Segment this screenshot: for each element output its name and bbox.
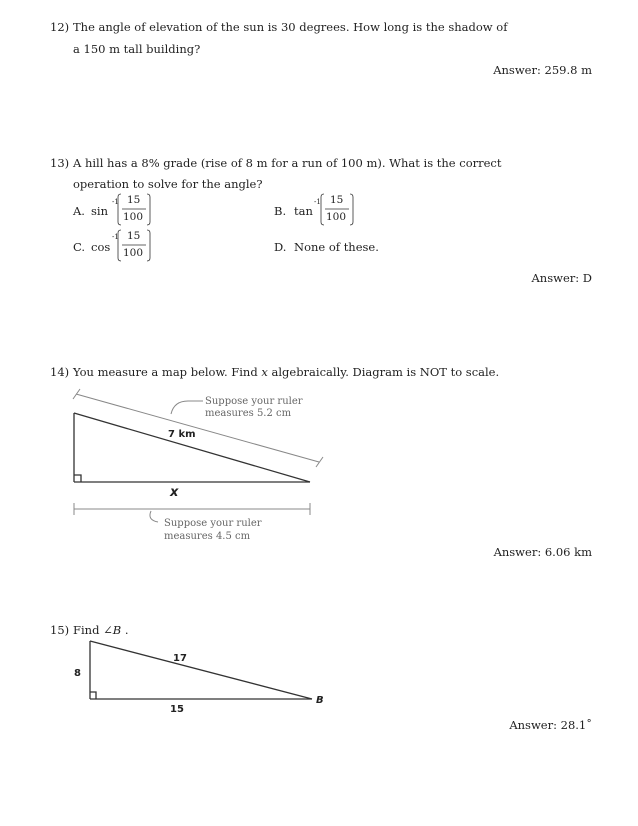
- question-number: 12): [50, 20, 70, 34]
- choice-letter: B.: [274, 204, 287, 218]
- fraction-numerator: 15: [127, 230, 141, 242]
- variable-x: x: [261, 365, 268, 379]
- fraction-denominator: 100: [123, 211, 144, 223]
- question-text-line1: A hill has a 8% grade (rise of 8 m for a run of 100 m). What is the correct: [73, 156, 502, 170]
- base-label: 15: [170, 704, 184, 715]
- ruler-note-top-line2: measures 5.2 cm: [205, 408, 292, 419]
- choice-superscript: -1: [112, 233, 119, 241]
- fraction-denominator: 100: [123, 247, 144, 259]
- ruler-note-bottom-line1: Suppose your ruler: [164, 518, 262, 529]
- choice-letter: D.: [274, 240, 287, 254]
- ruler-note-bottom-line2: measures 4.5 cm: [164, 531, 251, 542]
- question-text-line2: operation to solve for the angle?: [73, 177, 263, 191]
- choice-function: sin: [91, 204, 108, 218]
- choice-text: None of these.: [294, 240, 379, 254]
- question-number: 13): [50, 156, 70, 170]
- vertex-label-b: B: [316, 695, 324, 706]
- ruler-note-top-line1: Suppose your ruler: [205, 396, 303, 407]
- base-label: x: [170, 485, 179, 500]
- side-label-left: 8: [74, 668, 81, 679]
- fraction-denominator: 100: [326, 211, 347, 223]
- question-number: 15): [50, 623, 70, 637]
- question-text-line1: The angle of elevation of the sun is 30 degrees. How long is the shadow of: [73, 20, 508, 34]
- choice-superscript: -1: [112, 198, 119, 206]
- hypotenuse-label: 7 km: [168, 429, 196, 440]
- choice-superscript: -1: [314, 198, 321, 206]
- answer-text: Answer: 28.1˚: [509, 718, 592, 732]
- choice-function: cos: [91, 240, 111, 254]
- question-text: You measure a map below. Find x algebraically. Diagram is NOT to scale.: [73, 365, 500, 379]
- choice-function: tan: [294, 204, 313, 218]
- answer-text: Answer: D: [531, 271, 592, 285]
- choice-letter: A.: [73, 204, 85, 218]
- choice-letter: C.: [73, 240, 86, 254]
- answer-text: Answer: 259.8 m: [493, 63, 592, 77]
- question-text: Find ∠B .: [73, 623, 129, 637]
- question-number: 14): [50, 365, 70, 379]
- fraction-numerator: 15: [127, 194, 141, 206]
- angle-symbol: ∠: [103, 623, 113, 637]
- answer-text: Answer: 6.06 km: [493, 545, 592, 559]
- hypotenuse-label: 17: [173, 653, 187, 664]
- question-text-line2: a 150 m tall building?: [73, 42, 201, 56]
- fraction-numerator: 15: [330, 194, 344, 206]
- angle-variable: B: [112, 623, 122, 637]
